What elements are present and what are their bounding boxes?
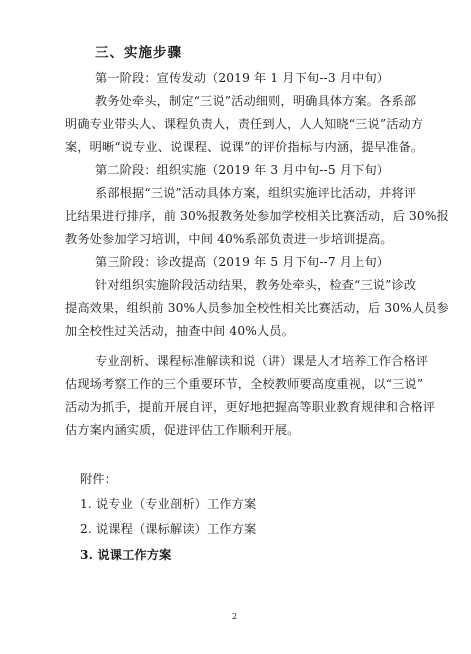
stage-2-line-3: 教务处参加学习培训，中间 40%系部负责进一步培训提高。 [65,232,393,246]
attachment-item-3: 3. 说课工作方案 [80,548,172,562]
stage-2-title: 第二阶段：组织实施（2019 年 3 月中旬--5 月下旬） [95,163,390,177]
stage-3-line-3: 加全校性过关活动，抽查中间 40%人员。 [65,324,294,338]
stage-2-line-2: 比结果进行排序，前 30%报教务处参加学校相关比赛活动，后 30%报 [65,209,449,223]
stage-3-title: 第三阶段：诊改提高（2019 年 5 月下旬--7 月上旬） [95,255,390,269]
attachments-label: 附件： [80,472,118,486]
stage-3-line-2: 提高效果，组织前 30%人员参加全校性相关比赛活动，后 30%人员参 [65,301,449,315]
stage-1-title: 第一阶段：宣传发动（2019 年 1 月下旬--3 月中旬） [95,71,390,85]
page-number: 2 [232,612,238,621]
stage-1-line-2: 明确专业带头人、课程负责人，责任到人，人人知晓“三说”活动方 [65,117,424,131]
attachment-item-1: 1. 说专业（专业剖析）工作方案 [80,497,257,511]
stage-1-line-1: 教务处牵头，制定“三说”活动细则，明确具体方案。各系部 [95,94,417,108]
section-heading: 三、实施步骤 [95,45,182,61]
summary-line-2: 估现场考察工作的三个重要环节，全校教师要高度重视，以“三说” [65,377,424,391]
attachment-item-2: 2. 说课程（课标解读）工作方案 [80,522,257,536]
summary-line-4: 估方案内涵实质，促进评估工作顺利开展。 [65,423,300,437]
stage-2-line-1: 系部根据“三说”活动具体方案，组织实施评比活动，并将评 [95,186,417,200]
stage-1-line-3: 案，明晰“说专业、说课程、说课”的评价指标与内涵，提早准备。 [65,140,424,154]
summary-line-1: 专业剖析、课程标准解读和说（讲）课是人才培养工作合格评 [95,354,429,368]
stage-3-line-1: 针对组织实施阶段活动结果，教务处牵头，检查“三说”诊改 [95,278,417,292]
summary-line-3: 活动为抓手，提前开展自评，更好地把握高等职业教育规律和合格评 [65,400,436,414]
